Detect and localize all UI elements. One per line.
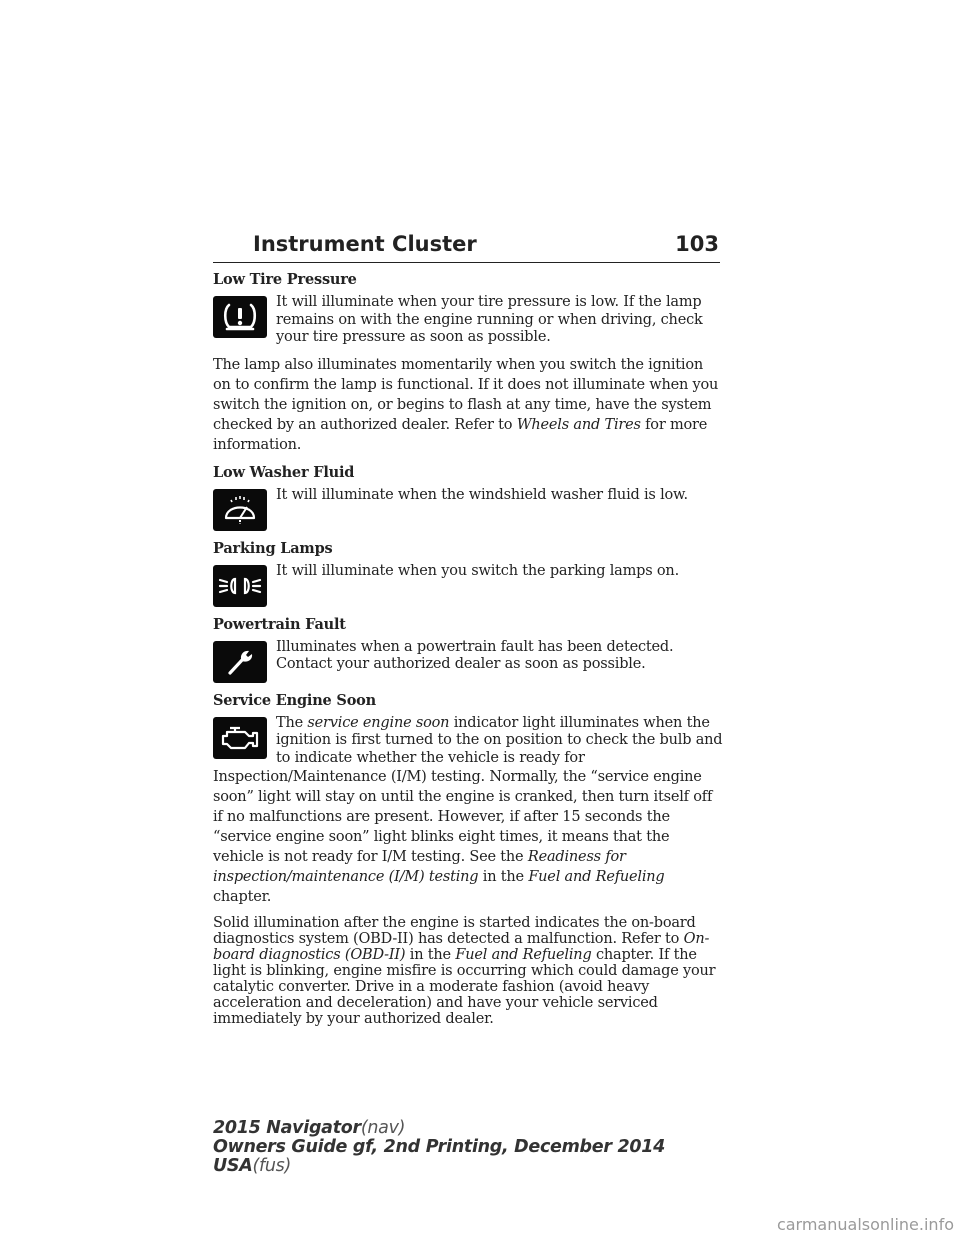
readiness-testing-reference: Readiness for inspection/maintenance (I/M) testing	[213, 849, 626, 885]
page-number: 103	[675, 232, 719, 256]
chapter-title: Instrument Cluster	[253, 232, 477, 256]
low-tire-pressure-row	[213, 294, 723, 347]
section-heading-powertrain-fault: Powertrain Fault	[213, 615, 346, 633]
section-heading-low-tire-pressure: Low Tire Pressure	[213, 271, 357, 288]
wheels-and-tires-reference: Wheels and Tires	[516, 416, 641, 433]
footer-line-1: 2015 Navigator(nav)	[213, 1118, 406, 1138]
low-tire-pressure-text: It will illuminate when your tire pressure is low. If the lamp remains on with the engine running or when driving, check your tire pressure as soon as possible.	[276, 294, 703, 345]
powertrain-fault-text: Illuminates when a powertrain fault has been detected. Contact your authorized dealer as soon as possible.	[276, 638, 674, 672]
service-engine-soon-intro: The service engine soon indicator light illuminates when the ignition is first turned to the on position to check the bulb and to indicate whether the vehicle is ready for	[276, 714, 723, 766]
section-heading-low-washer-fluid: Low Washer Fluid	[213, 463, 355, 481]
service-engine-soon-continuation: Inspection/Maintenance (I/M) testing. Normally, the “service engine soon” light will stay on until the engine is cranked, then turn itself off if no malfunctions are present. However, if after 15 seconds the “service engine soon” light blinks eight times, it means that the vehicle is not ready for I/M testing. See the Readiness for inspection/maintenance (I/M) testing in the Fuel and Refueling chapter.	[213, 769, 713, 905]
page-content	[213, 270, 723, 1035]
watermark: carmanualsonline.info	[776, 1215, 954, 1234]
page-footer	[213, 1119, 665, 1176]
service-engine-soon-row	[213, 715, 723, 768]
low-washer-fluid-row	[213, 487, 723, 531]
parking-lamps-text: It will illuminate when you switch the parking lamps on.	[276, 562, 679, 579]
footer-line-3: USA(fus)	[213, 1156, 291, 1176]
section-heading-service-engine-soon: Service Engine Soon	[213, 691, 376, 709]
low-tire-pressure-paragraph: The lamp also illuminates momentarily when you switch the ignition on to confirm the lamp is functional. If it does not illuminate when you switch the ignition on, or begins to flash at any time, have the system checked by an authorized dealer. Refer to Wheels and Tires for more information.	[213, 356, 719, 453]
tire-pressure-warning-icon	[213, 296, 267, 338]
section-heading-parking-lamps: Parking Lamps	[213, 539, 333, 557]
obd-ii-reference: On-board diagnostics (OBD-II)	[213, 931, 710, 963]
obd-ii-paragraph: Solid illumination after the engine is started indicates the on-board diagnostics system (OBD-II) has detected a malfunction. Refer to On-board diagnostics (OBD-II) in the Fuel and Refueling chapter. If the light is blinking, engine misfire is occurring which could damage your catalytic converter. Drive in a moderate fashion (avoid heavy acceleration and deceleration) and have your vehicle serviced immediately by your authorized dealer.	[213, 915, 716, 1027]
powertrain-fault-row	[213, 639, 723, 683]
fuel-and-refueling-reference-2: Fuel and Refueling	[455, 947, 592, 963]
parking-lamps-row	[213, 563, 723, 607]
page-header	[213, 228, 720, 263]
engine-icon	[213, 717, 267, 759]
washer-fluid-icon	[213, 489, 267, 531]
low-washer-fluid-text: It will illuminate when the windshield washer fluid is low.	[276, 486, 688, 503]
fuel-and-refueling-reference: Fuel and Refueling	[528, 869, 665, 885]
parking-lamps-icon	[213, 565, 267, 607]
footer-line-2: Owners Guide gf, 2nd Printing, December 2014	[213, 1137, 665, 1157]
wrench-icon	[213, 641, 267, 683]
service-engine-soon-term: service engine soon	[307, 714, 450, 731]
